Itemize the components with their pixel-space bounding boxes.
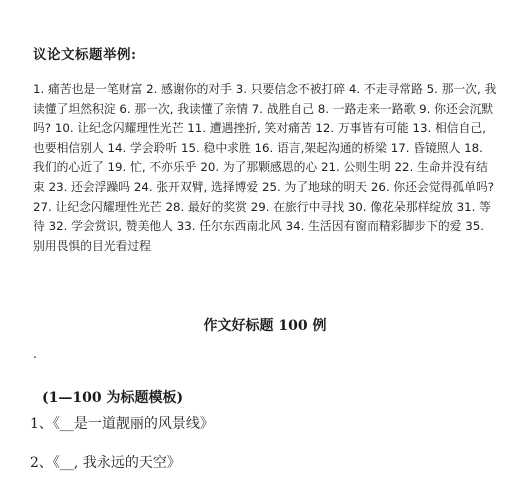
title-item bbox=[108, 160, 197, 174]
title-number: 32. bbox=[48, 219, 68, 234]
title-number: 28. bbox=[165, 199, 185, 214]
title-number: 2. bbox=[146, 82, 158, 96]
title-number: 5. bbox=[426, 82, 438, 96]
title-text: 生活因有窗而精彩脚步下的爱 bbox=[308, 219, 462, 234]
title-text: 语言,架起沟通的桥梁 bbox=[277, 140, 387, 155]
title-item bbox=[251, 200, 344, 214]
title-item bbox=[33, 200, 162, 214]
title-number: 16. bbox=[254, 140, 274, 155]
title-item bbox=[33, 82, 142, 96]
title-number: 34. bbox=[285, 219, 305, 234]
title-text: 我们的心近了 bbox=[33, 160, 104, 175]
title-number: 12. bbox=[315, 121, 335, 136]
title-text: 任尔东西南北风 bbox=[199, 219, 282, 234]
section2-heading: 作文好标题 100 例 bbox=[203, 318, 327, 334]
template-item-number: 1、 bbox=[30, 416, 53, 432]
title-number: 27. bbox=[33, 199, 52, 214]
title-number: 31. bbox=[456, 199, 476, 214]
title-item bbox=[165, 200, 247, 214]
title-number: 29. bbox=[250, 199, 270, 214]
titles-paragraph bbox=[33, 80, 498, 256]
template-heading: (1—100 为标题模板) bbox=[42, 390, 184, 406]
title-text: 不走寻常路 bbox=[363, 82, 423, 96]
title-item bbox=[181, 141, 251, 155]
title-item bbox=[134, 180, 258, 194]
title-number: 8. bbox=[317, 101, 330, 116]
title-item bbox=[146, 82, 232, 96]
title-text: 忙, 不亦乐乎 bbox=[130, 160, 197, 175]
title-text: 昏镜照人 bbox=[413, 140, 461, 155]
title-text: 让纪念闪耀理性光芒 bbox=[77, 121, 184, 136]
title-number: 6. bbox=[119, 101, 131, 116]
title-text: 那一次, 我读懂了坦然积淀 bbox=[33, 82, 497, 116]
title-text: 稳中求胜 bbox=[203, 140, 251, 155]
title-item bbox=[286, 219, 462, 233]
title-item bbox=[252, 102, 314, 116]
title-number: 11. bbox=[187, 121, 207, 136]
section1-heading: 议论文标题举例: bbox=[33, 47, 137, 63]
title-text: 像花朵那样绽放 bbox=[370, 199, 453, 214]
title-text: 为了那颗感恩的心 bbox=[222, 160, 318, 175]
title-text: 战胜自己 bbox=[266, 101, 315, 116]
title-number: 10. bbox=[54, 121, 74, 136]
title-text: 痛苦也是一笔财富 bbox=[48, 82, 143, 96]
title-item bbox=[371, 180, 494, 194]
template-item-text: 《__是一道靓丽的风景线》 bbox=[52, 416, 214, 432]
title-item bbox=[200, 160, 317, 174]
template-item-text: 《__, 我永远的天空》 bbox=[52, 455, 181, 471]
title-item bbox=[55, 121, 184, 135]
title-item bbox=[321, 160, 391, 174]
title-text: 感谢你的对手 bbox=[161, 82, 232, 96]
title-item bbox=[119, 102, 248, 116]
title-text: 那一次, 我读懂了亲情 bbox=[134, 101, 249, 116]
title-number: 14. bbox=[107, 140, 127, 155]
title-number: 1. bbox=[33, 82, 45, 96]
title-text: 学会聆听 bbox=[130, 140, 178, 155]
title-item bbox=[391, 141, 461, 155]
title-item bbox=[49, 180, 131, 194]
title-number: 7. bbox=[251, 101, 264, 116]
title-text: 在旅行中寻找 bbox=[273, 199, 345, 214]
title-text: 为了地球的明天 bbox=[284, 179, 368, 194]
template-item-number: 2、 bbox=[30, 455, 53, 471]
title-item bbox=[262, 180, 367, 194]
title-item bbox=[315, 121, 408, 135]
title-number: 15. bbox=[181, 140, 200, 155]
stray-dot: . bbox=[33, 347, 37, 361]
title-item bbox=[348, 200, 453, 214]
title-number: 17. bbox=[390, 140, 410, 155]
title-item bbox=[318, 102, 416, 116]
title-number: 33. bbox=[176, 219, 196, 234]
title-number: 26. bbox=[370, 179, 390, 194]
title-item bbox=[349, 82, 423, 96]
title-text: 生命并没有结束 bbox=[33, 160, 488, 194]
title-item bbox=[108, 141, 178, 155]
title-item bbox=[177, 219, 282, 233]
template-item bbox=[30, 413, 214, 433]
title-text: 公则生明 bbox=[343, 160, 391, 175]
title-number: 35. bbox=[465, 219, 484, 234]
title-number: 30. bbox=[347, 199, 367, 214]
title-text: 张开双臂, 选择博爱 bbox=[156, 179, 259, 194]
title-number: 13. bbox=[412, 121, 432, 136]
title-text: 别用畏惧的目光看过程 bbox=[33, 238, 151, 253]
title-item bbox=[49, 219, 173, 233]
title-text: 你还会沉默吗? bbox=[33, 101, 494, 136]
title-number: 25. bbox=[261, 179, 281, 194]
title-number: 20. bbox=[200, 160, 220, 175]
title-text: 一路走来一路歌 bbox=[332, 101, 416, 116]
title-number: 24. bbox=[133, 179, 153, 194]
title-number: 4. bbox=[348, 82, 361, 96]
title-item bbox=[254, 141, 386, 155]
title-text: 只要信念不被打碎 bbox=[250, 82, 346, 96]
title-text: 等待 bbox=[33, 199, 491, 234]
title-text: 你还会觉得孤单吗? bbox=[393, 179, 494, 194]
title-text: 遭遇挫折, 笑对痛苦 bbox=[209, 121, 312, 136]
title-text: 让纪念闪耀理性光芒 bbox=[55, 199, 162, 214]
title-number: 9. bbox=[419, 101, 431, 116]
title-number: 23. bbox=[48, 179, 68, 194]
template-item bbox=[30, 452, 181, 472]
title-number: 22. bbox=[394, 160, 414, 175]
title-number: 18. bbox=[464, 140, 483, 155]
title-text: 还会浮躁吗 bbox=[71, 179, 131, 194]
title-text: 学会赏识, 赞美他人 bbox=[71, 219, 173, 234]
title-item bbox=[236, 82, 345, 96]
title-number: 21. bbox=[320, 160, 340, 175]
title-text: 相信自己, 也要相信别人 bbox=[33, 121, 486, 155]
title-text: 最好的奖赏 bbox=[187, 199, 247, 214]
title-item bbox=[187, 121, 311, 135]
title-number: 3. bbox=[235, 82, 247, 96]
title-text: 万事皆有可能 bbox=[337, 121, 409, 136]
title-number: 19. bbox=[107, 160, 127, 175]
